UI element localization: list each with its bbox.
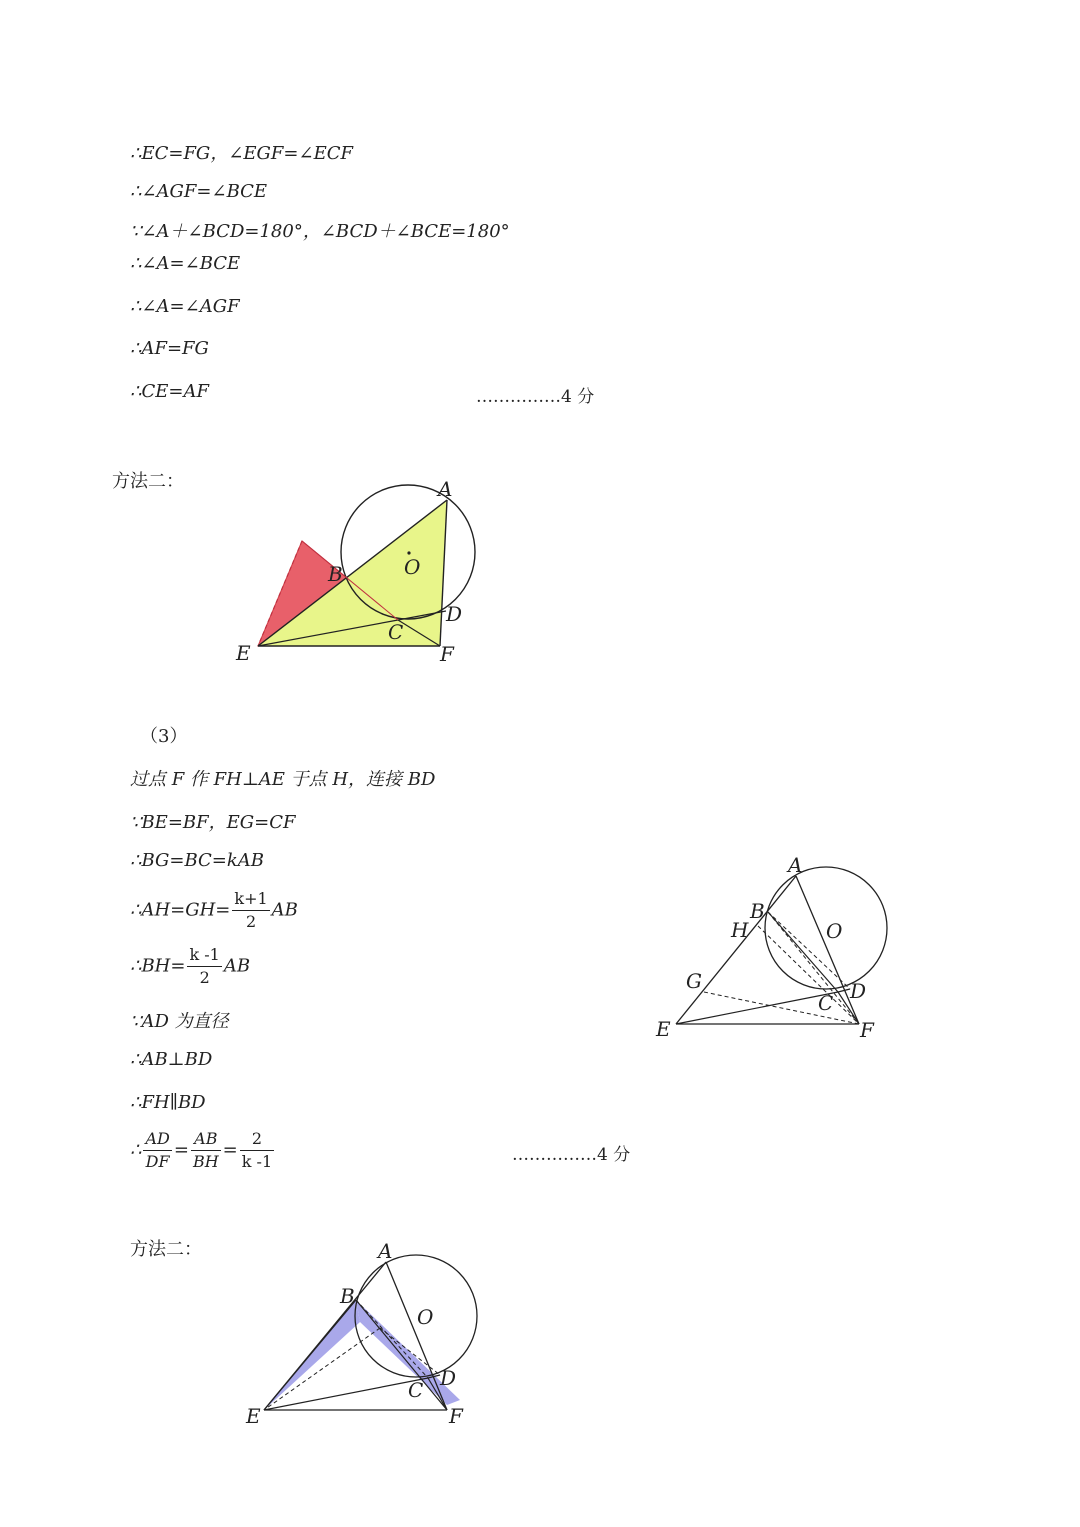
fraction	[240, 1128, 274, 1173]
numerator: AD	[143, 1128, 171, 1151]
label-A: A	[788, 853, 803, 877]
proof-line: ∵BE=BF，EG=CF	[130, 812, 296, 833]
text: ∴	[130, 1139, 142, 1161]
label-E: E	[236, 641, 251, 665]
proof-line: ∴∠A=∠BCE	[130, 253, 241, 274]
denominator: 2	[199, 968, 210, 987]
score-note: ……………4 分	[512, 1145, 631, 1165]
text: ∴AH=GH=	[130, 899, 231, 921]
label-B: B	[750, 899, 765, 923]
proof-line: ∴FH∥BD	[130, 1092, 206, 1113]
proof-line: 过点 F 作 FH⊥AE 于点 H，连接 BD	[130, 769, 436, 790]
numerator: k -1	[187, 944, 221, 967]
proof-line: ∵AD 为直径	[130, 1011, 229, 1032]
numerator: AB	[191, 1128, 221, 1151]
denominator: 2	[245, 912, 257, 931]
label-H: H	[731, 918, 749, 942]
proof-line: ∴BG=BC=kAB	[130, 850, 265, 871]
proof-line-ratio	[130, 1128, 276, 1173]
label-O: O	[404, 555, 421, 579]
text: ∴BH=	[130, 955, 186, 977]
proof-line: ∴∠AGF=∠BCE	[130, 181, 268, 202]
geometry-figure-2	[640, 840, 920, 1060]
text: AB	[271, 899, 298, 921]
proof-line: ∴AB⊥BD	[130, 1049, 213, 1070]
label-O: O	[826, 919, 843, 943]
fraction	[187, 944, 221, 989]
label-D: D	[446, 602, 463, 626]
label-C: C	[408, 1378, 424, 1402]
label-A: A	[438, 477, 453, 501]
label-G: G	[686, 969, 702, 993]
label-D: D	[850, 979, 867, 1003]
label-O: O	[417, 1305, 434, 1329]
numerator: k+1	[232, 888, 269, 911]
equals: =	[222, 1139, 238, 1161]
method-two-label: 方法二：	[130, 1239, 202, 1260]
label-F: F	[449, 1404, 463, 1428]
text: AB	[223, 955, 251, 977]
proof-line-fraction	[130, 944, 250, 989]
proof-line-fraction	[130, 888, 298, 933]
method-two-label: 方法二：	[112, 471, 184, 492]
label-F: F	[860, 1018, 874, 1042]
fraction	[232, 888, 269, 933]
equals: =	[173, 1139, 189, 1161]
geometry-figure-1	[0, 0, 1080, 700]
label-E: E	[246, 1404, 261, 1428]
proof-line: ∵∠A＋∠BCD=180°，∠BCD＋∠BCE=180°	[130, 221, 510, 242]
denominator: DF	[145, 1152, 170, 1171]
label-B: B	[340, 1284, 355, 1308]
denominator: k -1	[241, 1152, 273, 1171]
label-E: E	[656, 1017, 671, 1041]
label-D: D	[440, 1366, 457, 1390]
label-C: C	[818, 991, 834, 1015]
numerator: 2	[240, 1128, 274, 1151]
part-heading: （3）	[140, 726, 188, 747]
proof-line: ∴EC=FG，∠EGF=∠ECF	[130, 143, 353, 164]
label-F: F	[440, 642, 454, 666]
proof-line: ∴CE=AF	[130, 381, 209, 402]
denominator: BH	[192, 1152, 219, 1171]
geometry-figure-3	[230, 1230, 500, 1440]
label-B: B	[328, 562, 343, 586]
label-A: A	[378, 1239, 393, 1263]
fraction	[191, 1128, 221, 1173]
proof-line: ∴∠A=∠AGF	[130, 296, 240, 317]
score-note: ……………4 分	[476, 387, 595, 407]
label-C: C	[388, 620, 404, 644]
proof-line: ∴AF=FG	[130, 338, 209, 359]
fraction	[143, 1128, 171, 1173]
